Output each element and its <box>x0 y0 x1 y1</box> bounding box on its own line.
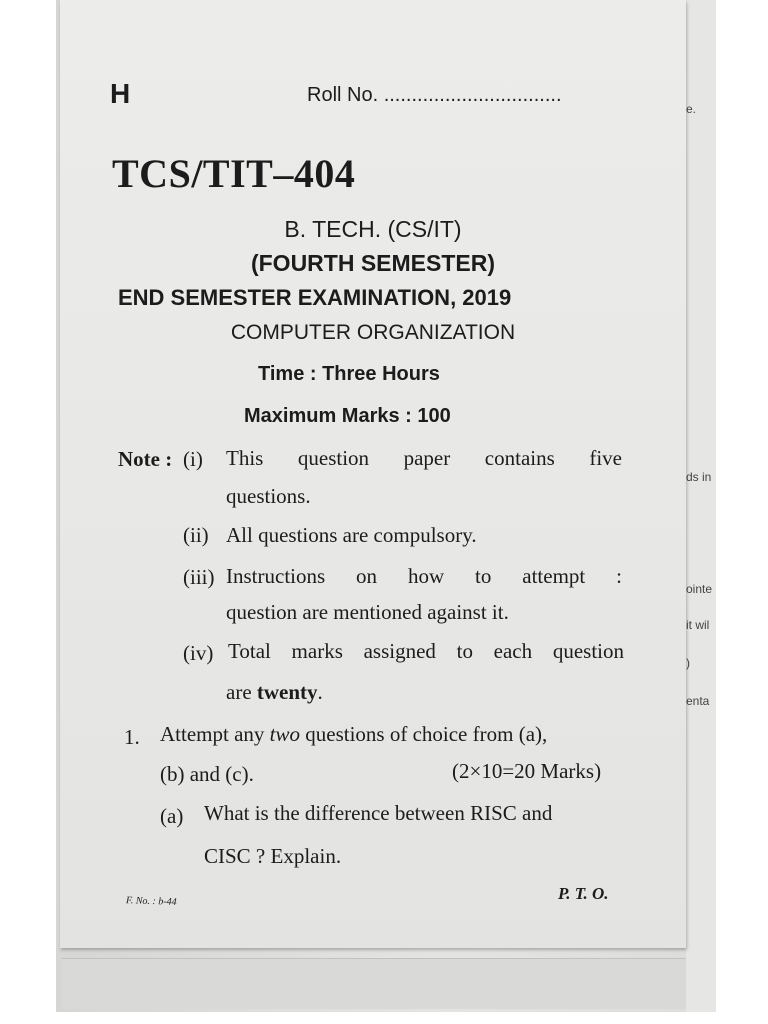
side-fragment: ds in <box>686 470 712 484</box>
note-number: (ii) <box>183 523 209 547</box>
roll-number-field: Roll No. ................................ <box>307 84 562 106</box>
file-number: F. No. : b-44 <box>125 895 177 908</box>
note-text: question are mentioned against it. <box>226 600 509 624</box>
question-number: 1. <box>124 725 140 749</box>
side-fragment: it wil <box>686 618 710 632</box>
side-fragment: e. <box>686 102 697 116</box>
question-instruction: Attempt any two questions of choice from (a), <box>160 722 548 746</box>
set-letter: H <box>110 78 131 109</box>
part-label: (a) <box>160 804 184 828</box>
note-label: Note : <box>118 447 173 471</box>
side-fragment: ) <box>686 656 690 670</box>
degree-title: B. TECH. (CS/IT) <box>284 216 462 242</box>
note-number: (i) <box>183 447 203 471</box>
subject-title: COMPUTER ORGANIZATION <box>230 321 516 344</box>
question-part-text: CISC ? Explain. <box>204 844 342 868</box>
exam-duration: Time : Three Hours <box>258 363 440 385</box>
note-text: questions. <box>226 484 311 508</box>
note-text: All questions are compulsory. <box>226 523 477 547</box>
maximum-marks: Maximum Marks : 100 <box>244 405 451 427</box>
note-text: This question paper contains five <box>226 446 622 470</box>
side-fragment: enta <box>686 694 710 708</box>
semester-title: (FOURTH SEMESTER) <box>250 250 496 276</box>
question-instruction: (b) and (c). <box>160 762 254 786</box>
paper-code: TCS/TIT–404 <box>112 151 356 196</box>
question-part-text: What is the difference between RISC and <box>204 801 553 825</box>
note-text: are twenty. <box>226 680 323 704</box>
note-number: (iv) <box>183 641 214 665</box>
note-text: Instructions on how to attempt : <box>226 564 622 588</box>
page-turn-label: P. T. O. <box>558 884 609 903</box>
side-fragment: ointe <box>686 582 713 596</box>
note-number: (iii) <box>183 565 215 589</box>
question-marks: (2×10=20 Marks) <box>452 759 602 783</box>
adjacent-page <box>686 0 716 1012</box>
bottom-sheet-edge <box>62 958 712 1009</box>
note-text: Total marks assigned to each question <box>228 639 624 663</box>
exam-title: END SEMESTER EXAMINATION, 2019 <box>118 285 512 310</box>
